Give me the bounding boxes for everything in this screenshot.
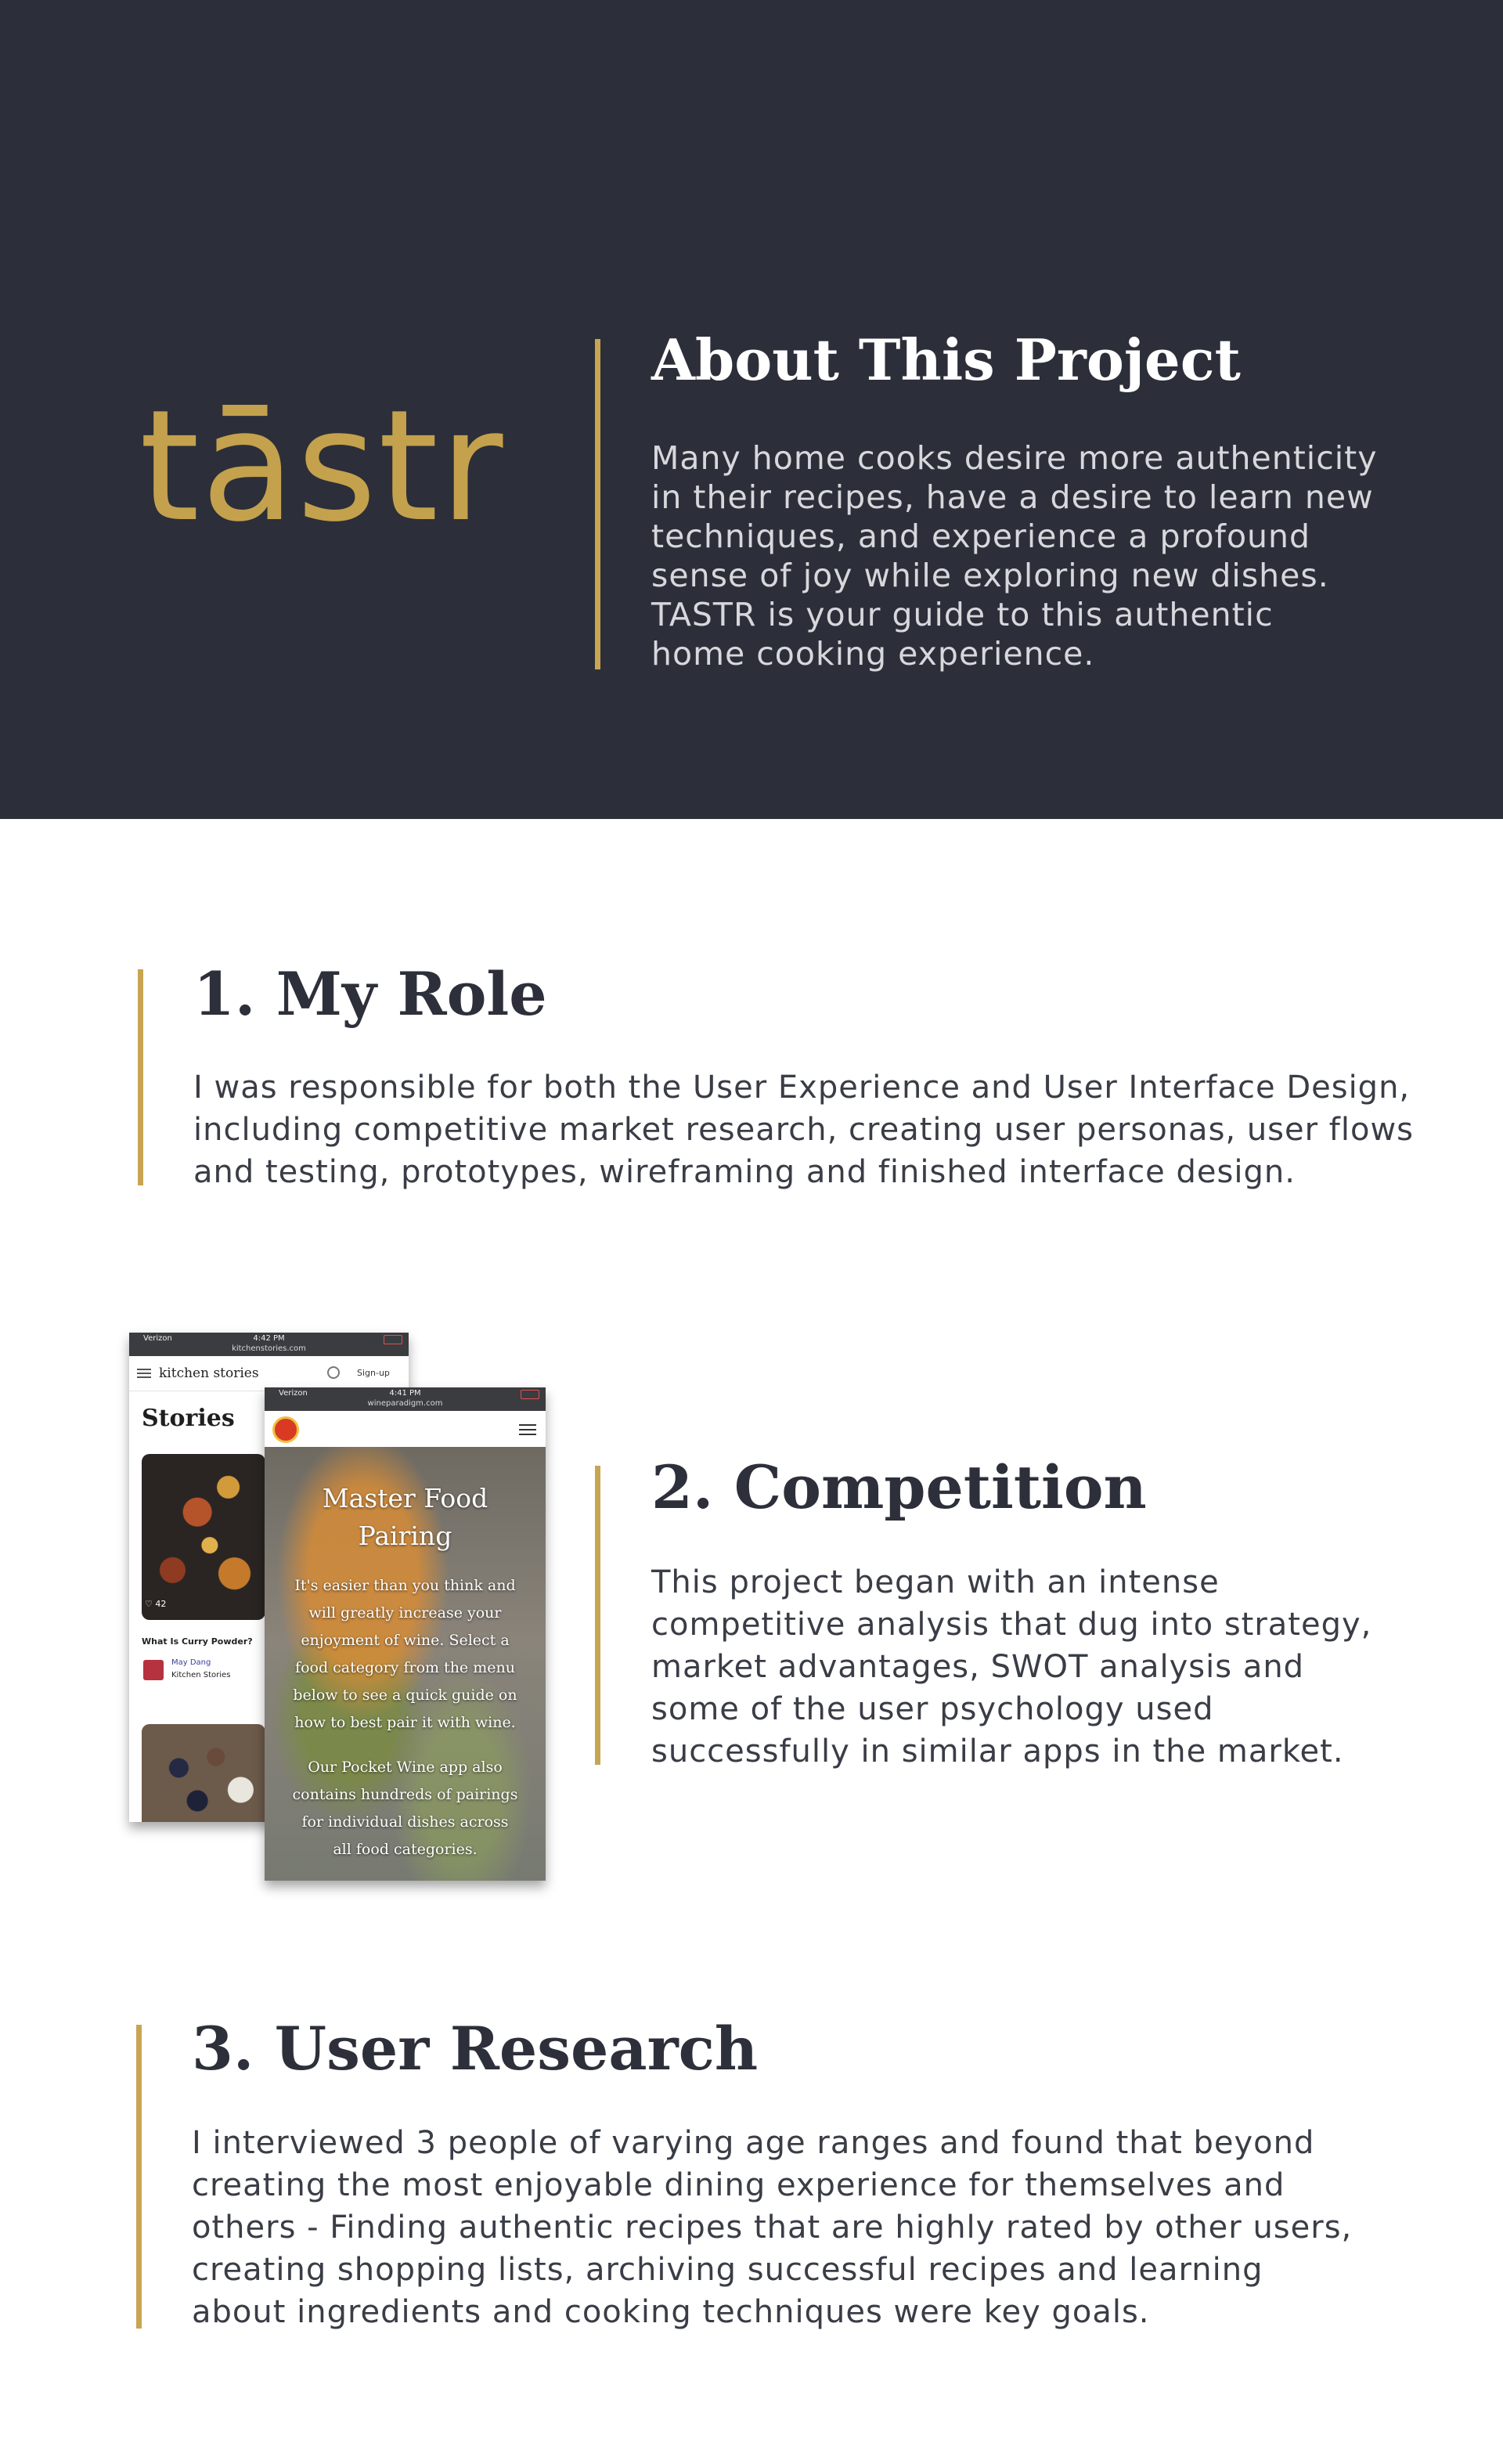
wine-paradigm-header [265,1411,546,1447]
text-line: in their recipes, have a desire to learn new [651,478,1374,516]
text-line: TASTR is your guide to this authentic [651,596,1274,633]
text-line: for individual dishes across [301,1813,509,1831]
text-line: some of the user psychology used [651,1691,1214,1727]
pocket-wine-note [274,1754,536,1863]
text-line: how to best pair it with wine. [294,1714,516,1731]
food-pairing-hero [265,1447,546,1881]
pairing-intro [274,1572,536,1737]
wine-paradigm-screenshot [265,1387,546,1881]
kitchen-stories-brand: kitchen stories [159,1365,259,1381]
text-line: creating shopping lists, archiving successful recipes and learning [192,2252,1263,2288]
text-line: all food categories. [333,1841,478,1858]
text-line: enjoyment of wine. Select a [301,1632,510,1649]
text-line: including competitive market research, creating user personas, user flows [193,1112,1415,1148]
text-line: contains hundreds of pairings [292,1786,518,1803]
text-line: others - Finding authentic recipes that are highly rated by other users, [192,2210,1353,2246]
competition-description [651,1561,1371,1773]
hamburger-icon [137,1369,151,1378]
carrier-label: Verizon [143,1334,172,1343]
text-line: successfully in similar apps in the market. [651,1733,1344,1770]
kitchen-stories-header [129,1356,409,1391]
author-source: Kitchen Stories [171,1671,231,1679]
research-description [192,2122,1352,2333]
text-line: Many home cooks desire more authenticity [651,439,1378,477]
role-accent-bar [138,969,143,1185]
tastr-logo: tāstr [139,377,505,556]
text-line: sense of joy while exploring new dishes. [651,557,1329,594]
text-line: food category from the menu [295,1659,515,1676]
text-line: will greatly increase your [308,1604,502,1622]
avatar [143,1660,164,1680]
research-accent-bar [136,2025,142,2329]
text-line: and testing, prototypes, wireframing and finished interface design. [193,1154,1296,1190]
hero-divider [595,339,600,669]
text-line: below to see a quick guide on [293,1687,517,1704]
carrier-label: Verizon [279,1389,308,1398]
status-time: 4:42 PM [253,1334,285,1343]
text-line: I interviewed 3 people of varying age ranges and found that beyond [192,2125,1315,2161]
page-title: About This Project [651,326,1241,393]
status-bar [129,1333,409,1356]
wine-logo-icon [272,1416,299,1443]
role-heading: 1. My Role [193,959,547,1029]
search-icon [327,1366,340,1379]
text-line: competitive analysis that dug into strategy, [651,1607,1372,1643]
peppercorn-photo [142,1724,265,1822]
text-line: I was responsible for both the User Experience and User Interface Design, [193,1070,1411,1106]
competition-accent-bar [595,1466,600,1765]
battery-icon [384,1335,402,1344]
research-heading: 3. User Research [192,2014,759,2083]
text-line: Master Food [322,1483,488,1513]
hero-section [0,0,1503,819]
competition-heading: 2. Competition [651,1452,1147,1522]
text-line: home cooking experience. [651,635,1095,673]
text-line: about ingredients and cooking techniques were key goals. [192,2294,1150,2330]
spices-photo [142,1454,265,1620]
text-line: market advantages, SWOT analysis and [651,1649,1305,1685]
text-line: Pairing [358,1521,452,1551]
text-line: This project began with an intense [651,1564,1220,1600]
text-line: It's easier than you think and [294,1577,516,1594]
url-label: kitchenstories.com [232,1344,306,1353]
pairing-title [265,1480,546,1555]
url-label: wineparadigm.com [367,1399,443,1408]
role-description [193,1066,1414,1193]
status-time: 4:41 PM [389,1389,421,1398]
likes-count: ♡ 42 [145,1599,167,1609]
text-line: creating the most enjoyable dining experience for themselves and [192,2167,1285,2203]
hero-description [651,438,1377,673]
text-line: Our Pocket Wine app also [308,1759,503,1776]
status-bar [265,1387,546,1411]
hamburger-icon [519,1424,536,1435]
author-name: May Dang [171,1658,211,1667]
text-line: techniques, and experience a profound [651,518,1311,555]
signup-label: Sign-up [357,1368,390,1378]
stories-heading: Stories [142,1405,235,1432]
battery-icon [521,1390,539,1399]
article-title: What Is Curry Powder? [142,1636,253,1647]
